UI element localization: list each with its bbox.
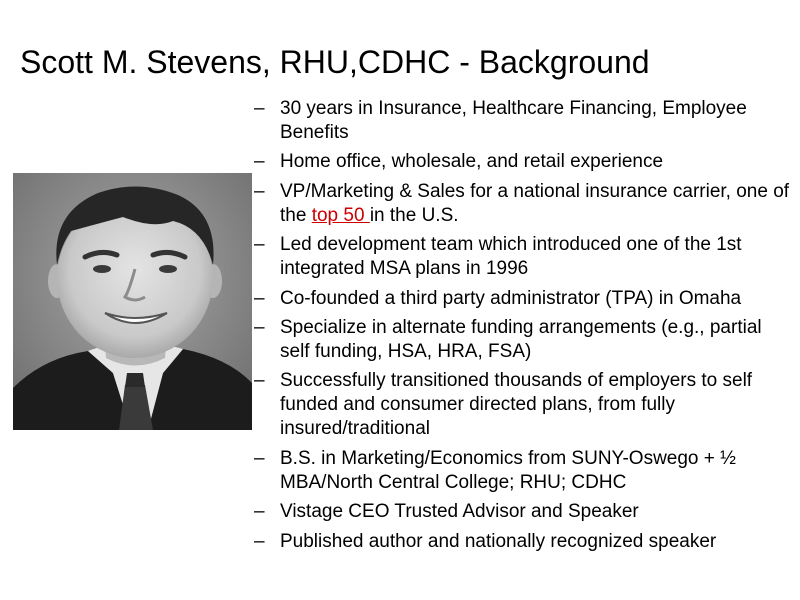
bullet-item bbox=[254, 447, 796, 495]
bullet-item bbox=[254, 500, 796, 524]
dash-icon: – bbox=[254, 501, 265, 523]
bullet-item bbox=[254, 180, 796, 228]
dash-icon: – bbox=[254, 530, 265, 552]
dash-icon: – bbox=[254, 316, 265, 338]
bullet-item bbox=[254, 287, 796, 311]
bullet-text-suffix: in the U.S. bbox=[369, 204, 459, 226]
bullet-text-prefix: VP/Marketing & Sales for a national insurance carrier, one of the bbox=[280, 180, 790, 226]
dash-icon: – bbox=[254, 370, 265, 392]
background-bullet-list bbox=[254, 97, 796, 554]
bullet-text: Successfully transitioned thousands of employers to self funded and consumer directed plans, from fully insured/traditional bbox=[280, 370, 753, 440]
bullet-text: B.S. in Marketing/Economics from SUNY-Oswego + ½ MBA/North Central College; RHU; CDHC bbox=[280, 447, 736, 493]
bullet-text: Home office, wholesale, and retail experience bbox=[280, 151, 664, 173]
bullet-text: Co-founded a third party administrator (TPA) in Omaha bbox=[280, 287, 742, 309]
bullet-item bbox=[254, 316, 796, 364]
dash-icon: – bbox=[254, 234, 265, 256]
dash-icon: – bbox=[254, 151, 265, 173]
bullet-text: Specialize in alternate funding arrangements (e.g., partial self funding, HSA, HRA, FSA) bbox=[280, 316, 762, 362]
bullet-text: Led development team which introduced one of the 1st integrated MSA plans in 1996 bbox=[280, 234, 742, 280]
top-50-link[interactable]: top 50 bbox=[311, 204, 370, 226]
dash-icon: – bbox=[254, 287, 265, 309]
dash-icon: – bbox=[254, 98, 265, 119]
bullet-item bbox=[254, 150, 796, 174]
bullet-item bbox=[254, 97, 796, 145]
bullet-text: Published author and nationally recognized speaker bbox=[280, 530, 717, 552]
dash-icon: – bbox=[254, 180, 265, 202]
portrait-photo bbox=[13, 173, 252, 430]
bullet-text: Vistage CEO Trusted Advisor and Speaker bbox=[280, 501, 639, 523]
bullet-item bbox=[254, 530, 796, 554]
dash-icon: – bbox=[254, 447, 265, 469]
bullet-item bbox=[254, 369, 796, 441]
slide-title: Scott M. Stevens, RHU,CDHC - Background bbox=[20, 44, 650, 80]
bullet-item bbox=[254, 233, 796, 281]
bullet-text: 30 years in Insurance, Healthcare Financing, Employee Benefits bbox=[280, 98, 747, 143]
